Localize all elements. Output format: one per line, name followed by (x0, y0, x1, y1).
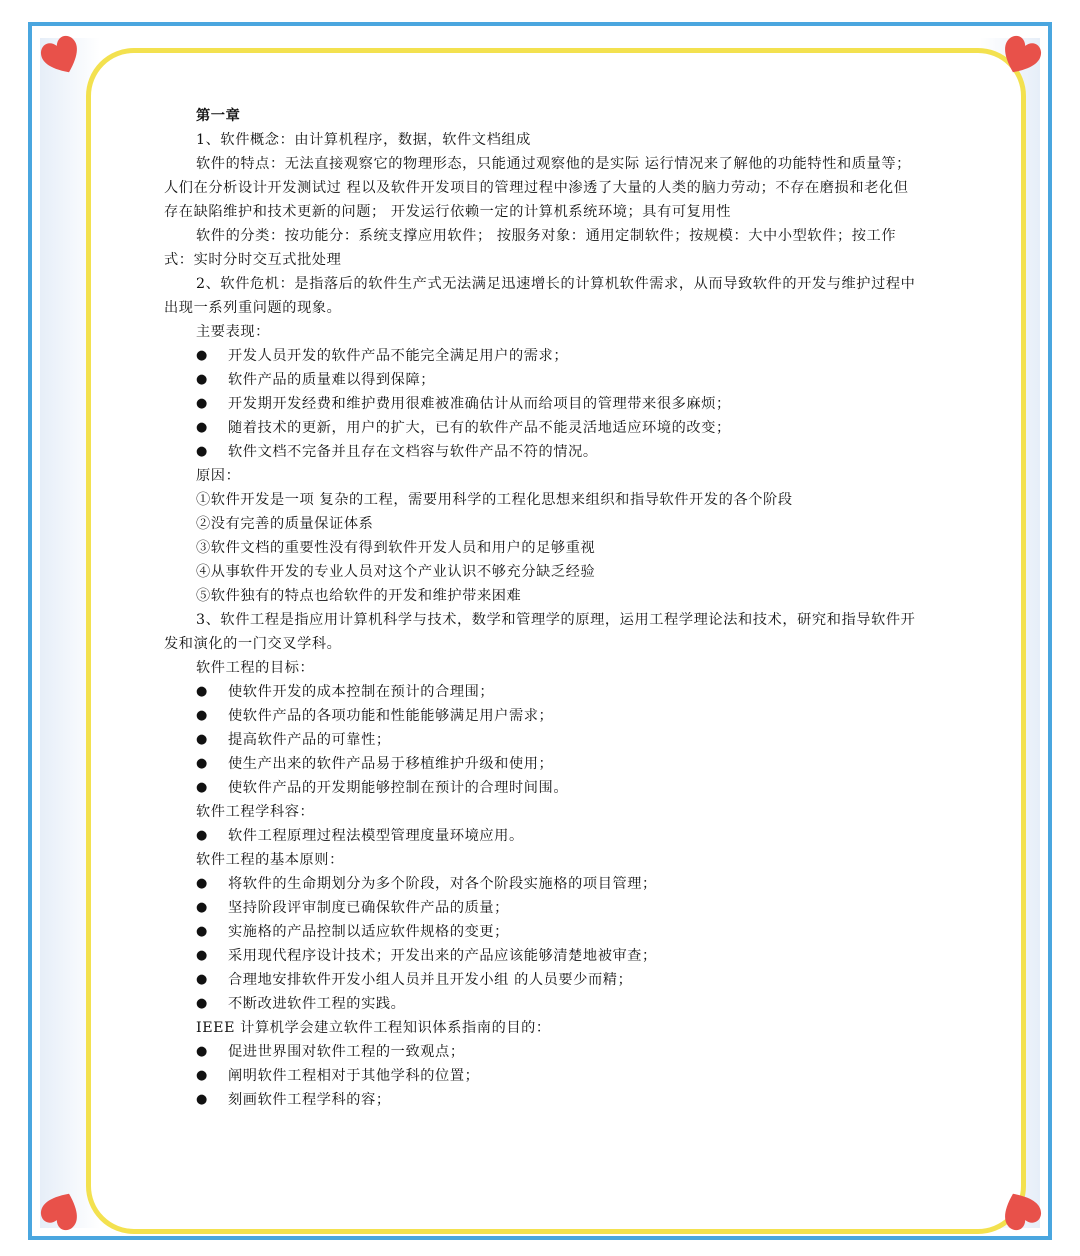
list-item: ● 软件文档不完备并且存在文档容与软件产品不符的情况。 (164, 440, 920, 464)
list-item: ● 使生产出来的软件产品易于移植维护升级和使用； (164, 752, 920, 776)
software-engineering-definition: 3、软件工程是指应用计算机科学与技术，数学和管理学的原理，运用工程学理论法和技术，研究和指导软件开发和演化的一门交叉学科。 (164, 612, 916, 652)
list-item: ● 使软件产品的各项功能和性能能够满足用户需求； (164, 704, 920, 728)
reason-item: ⑤软件独有的特点也给软件的开发和维护带来困难 (196, 588, 522, 604)
list-item: ● 采用现代程序设计技术；开发出来的产品应该能够清楚地被审查； (164, 944, 920, 968)
list-item: ● 开发期开发经费和维护费用很难被准确估计从而给项目的管理带来很多麻烦； (164, 392, 920, 416)
list-item: ● 实施格的产品控制以适应软件规格的变更； (164, 920, 920, 944)
ieee-label: IEEE 计算机学会建立软件工程知识体系指南的目的： (196, 1020, 551, 1036)
heart-icon (998, 1188, 1044, 1234)
principles-label: 软件工程的基本原则： (196, 852, 344, 868)
list-item: ● 软件工程原理过程法模型管理度量环境应用。 (164, 824, 920, 848)
chapter-heading: 第一章 (196, 108, 241, 124)
list-item: ● 不断改进软件工程的实践。 (164, 992, 920, 1016)
list-item: ● 将软件的生命期划分为多个阶段，对各个阶段实施格的项目管理； (164, 872, 920, 896)
reason-item: ④从事软件开发的专业人员对这个产业认识不够充分缺乏经验 (196, 564, 596, 580)
list-item: ● 坚持阶段评审制度已确保软件产品的质量； (164, 896, 920, 920)
heart-icon (38, 32, 84, 78)
list-item: ● 使软件开发的成本控制在预计的合理围； (164, 680, 920, 704)
goals-label: 软件工程的目标： (196, 660, 315, 676)
software-classification: 软件的分类：按功能分：系统支撑应用软件； 按服务对象：通用定制软件；按规模：大中小型软件；按工作式：实时分时交互式批处理 (164, 228, 897, 268)
heart-icon (38, 1188, 84, 1234)
software-features: 软件的特点：无法直接观察它的物理形态，只能通过观察他的是实际 运行情况来了解他的功能特性和质量等； 人们在分析设计开发测试过 程以及软件开发项目的管理过程中渗透了大量的人类的脑力劳动；不存在磨损和老化但存在缺陷维护和技术更新的问题； 开发运行依赖一定的计算机系统环境；具有可复用性 (164, 156, 911, 220)
list-item: ● 随着技术的更新，用户的扩大，已有的软件产品不能灵活地适应环境的改变； (164, 416, 920, 440)
list-item: ● 开发人员开发的软件产品不能完全满足用户的需求； (164, 344, 920, 368)
reason-item: ③软件文档的重要性没有得到软件开发人员和用户的足够重视 (196, 540, 596, 556)
list-item: ● 使软件产品的开发期能够控制在预计的合理时间围。 (164, 776, 920, 800)
list-item: ● 合理地安排软件开发小组人员并且开发小组 的人员要少而精； (164, 968, 920, 992)
software-crisis: 2、软件危机：是指落后的软件生产式无法满足迅速增长的计算机软件需求，从而导致软件的开发与维护过程中出现一系列重问题的现象。 (164, 276, 916, 316)
reason-item: ①软件开发是一项 复杂的工程，需要用科学的工程化思想来组织和指导软件开发的各个阶段 (196, 492, 793, 508)
list-item: ● 阐明软件工程相对于其他学科的位置； (164, 1064, 920, 1088)
document-body (164, 104, 920, 1112)
list-item: ● 提高软件产品的可靠性； (164, 728, 920, 752)
list-item: ● 软件产品的质量难以得到保障； (164, 368, 920, 392)
manifest-label: 主要表现： (196, 324, 270, 340)
heart-icon (998, 32, 1044, 78)
list-item: ● 刻画软件工程学科的容； (164, 1088, 920, 1112)
list-item: ● 促进世界围对软件工程的一致观点； (164, 1040, 920, 1064)
reason-item: ②没有完善的质量保证体系 (196, 516, 374, 532)
software-concept: 1、软件概念：由计算机程序，数据，软件文档组成 (196, 132, 531, 148)
content-label: 软件工程学科容： (196, 804, 315, 820)
reason-label: 原因： (196, 468, 241, 484)
